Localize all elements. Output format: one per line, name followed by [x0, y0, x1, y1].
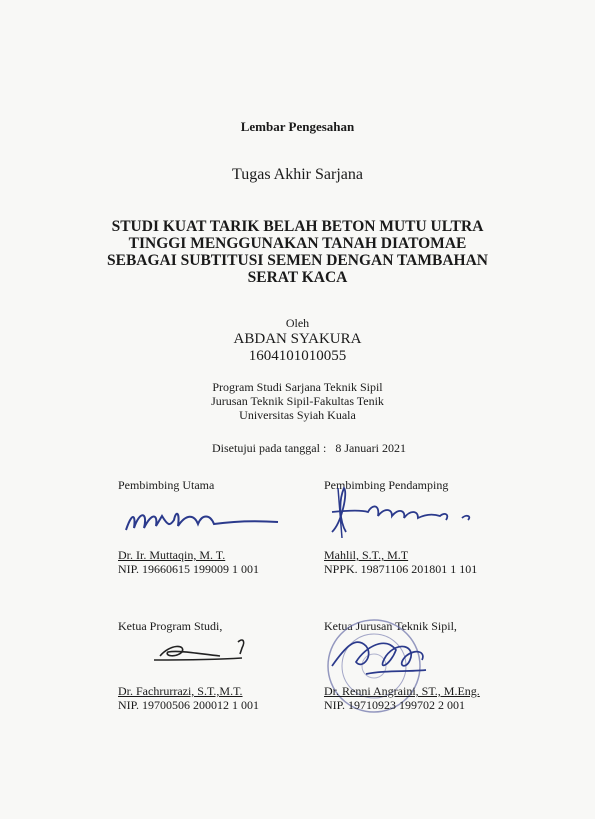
approval-label: Disetujui pada tanggal :	[212, 441, 327, 455]
main-supervisor-nip: NIP. 19660615 199009 1 001	[118, 562, 260, 576]
university-name: Universitas Syiah Kuala	[239, 408, 356, 422]
program-head-name: Dr. Fachrurrazi, S.T.,M.T.	[118, 684, 243, 698]
main-supervisor-name: Dr. Ir. Muttaqin, M. T.	[118, 548, 226, 562]
approval-line	[212, 441, 406, 456]
main-supervisor-signature	[118, 500, 288, 540]
department-head-name: Dr. Renni Angraini, ST., M.Eng.	[324, 684, 480, 698]
program-head-role: Ketua Program Studi,	[118, 619, 223, 633]
program-head-signature	[150, 636, 260, 666]
document-type: Tugas Akhir Sarjana	[232, 166, 363, 183]
program-head-nip: NIP. 19700506 200012 1 001	[118, 698, 260, 712]
co-supervisor-role: Pembimbing Pendamping	[324, 478, 449, 492]
by-label: Oleh	[285, 316, 310, 330]
co-supervisor-nppk: NPPK. 19871106 201801 1 101	[324, 562, 478, 576]
department-head-role: Ketua Jurusan Teknik Sipil,	[324, 619, 457, 633]
department-name: Jurusan Teknik Sipil-Fakultas Tenik	[211, 394, 384, 408]
thesis-title: STUDI KUAT TARIK BELAH BETON MUTU ULTRA TINGGI MENGGUNAKAN TANAH DIATOMAE SEBAGAI SUBTITUSI SEMEN DENGAN TAMBAHAN SERAT KACA	[107, 218, 488, 286]
department-head-signature	[326, 626, 446, 686]
program-name: Program Studi Sarjana Teknik Sipil	[212, 380, 383, 394]
page-heading: Lembar Pengesahan	[240, 119, 355, 134]
institution-block	[0, 380, 595, 422]
main-supervisor-role: Pembimbing Utama	[118, 478, 215, 492]
co-supervisor-name: Mahlil, S.T., M.T	[324, 548, 409, 562]
co-supervisor-signature	[322, 482, 492, 542]
department-head-nip: NIP. 19710923 199702 2 001	[324, 698, 466, 712]
approval-date: 8 Januari 2021	[335, 441, 406, 455]
author-name: ABDAN SYAKURA	[233, 331, 362, 347]
author-nim: 1604101010055	[248, 348, 347, 364]
